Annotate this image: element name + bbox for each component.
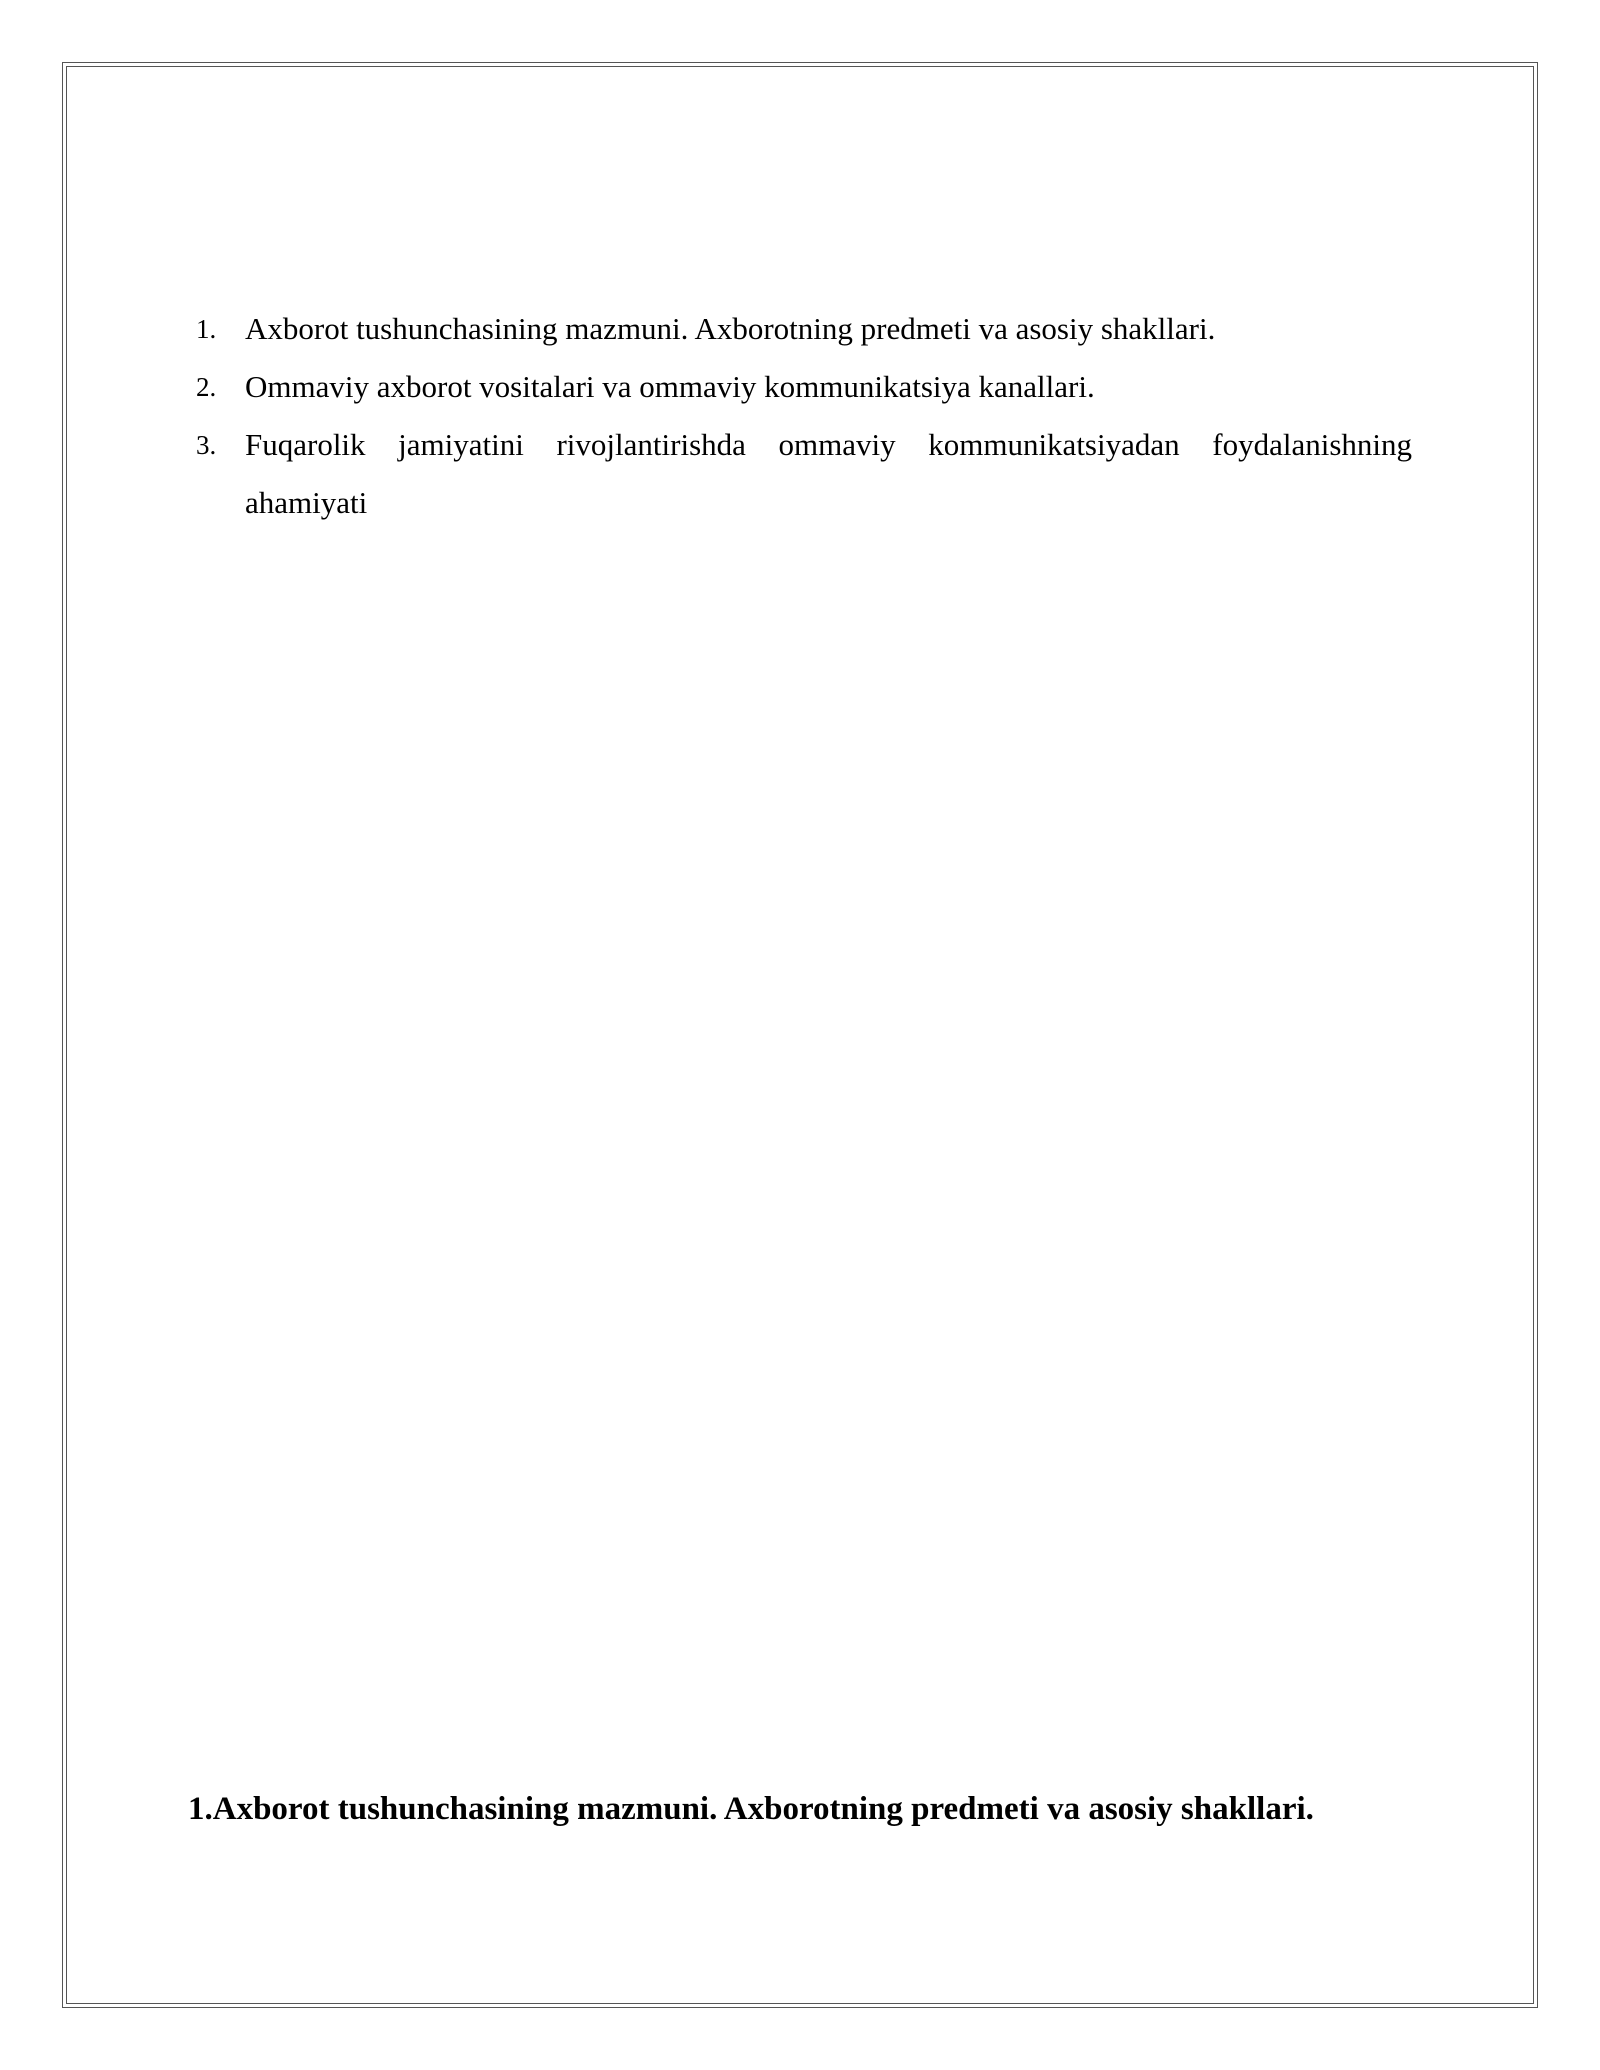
toc-item-number: 1.	[196, 314, 217, 344]
toc-item-number: 2.	[196, 372, 217, 402]
section-heading: 1.Axborot tushunchasining mazmuni. Axborotning predmeti va asosiy shakllari.	[188, 1791, 1314, 1827]
toc-item-text: Fuqarolik jamiyatini rivojlantirishda ommaviy kommunikatsiyadan foydalanishning ahamiyati	[245, 427, 1412, 520]
toc-item-2	[190, 358, 1412, 416]
table-of-contents	[190, 300, 1412, 532]
toc-item-number: 3.	[196, 430, 217, 460]
toc-item-text: Ommaviy axborot vositalari va ommaviy kommunikatsiya kanallari.	[245, 369, 1095, 404]
toc-item-1	[190, 300, 1412, 358]
toc-item-3	[190, 416, 1412, 532]
toc-item-text: Axborot tushunchasining mazmuni. Axborotning predmeti va asosiy shakllari.	[245, 311, 1216, 346]
